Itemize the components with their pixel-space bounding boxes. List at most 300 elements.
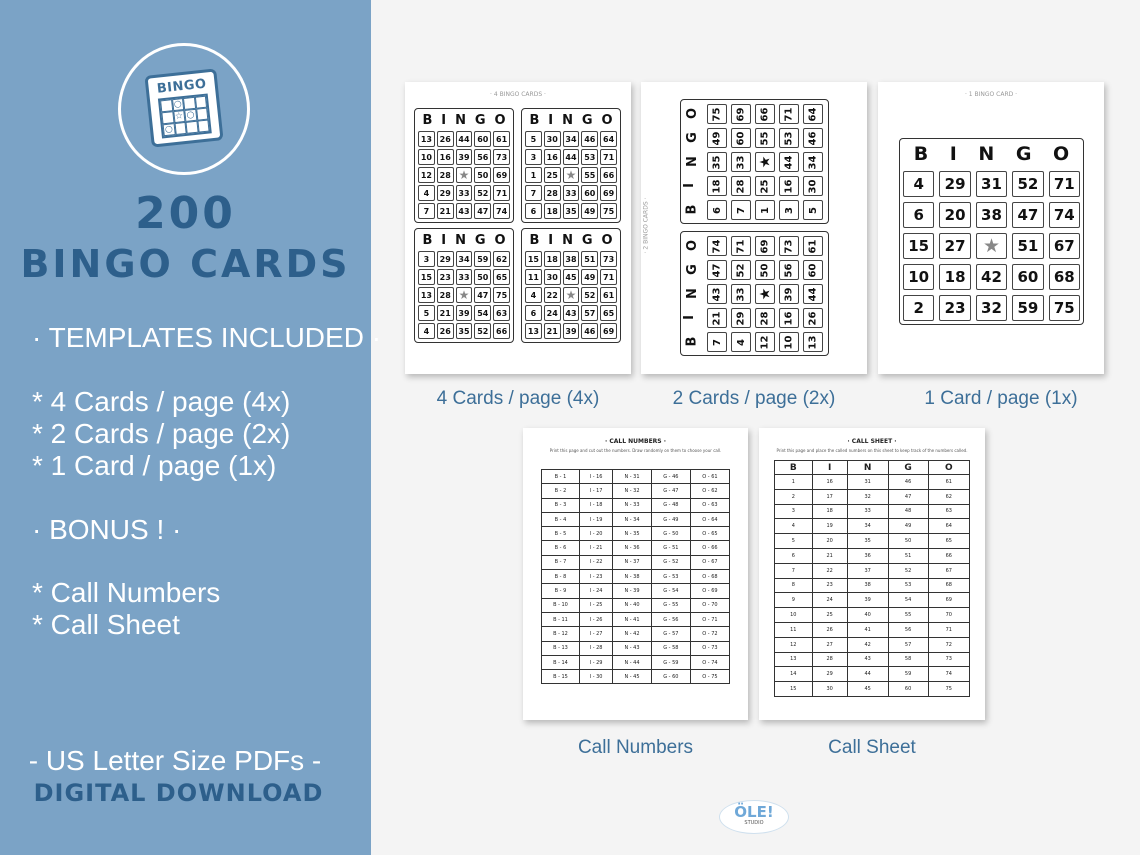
table-row [542, 641, 730, 655]
bingo-number: 74 [493, 203, 510, 219]
bingo-number: 51 [1012, 233, 1043, 259]
header-letter: I [441, 233, 447, 248]
header-letter: I [949, 143, 957, 165]
bingo-number: 69 [600, 185, 617, 201]
call-sheet-cell: 14 [775, 667, 813, 682]
call-sheet-cell: 61 [928, 475, 969, 490]
column-header: N [847, 461, 888, 475]
header-letter: I [441, 113, 447, 128]
call-sheet-cell: 23 [812, 578, 847, 593]
bingo-number: 33 [456, 185, 473, 201]
page-side-label: · 2 BINGO CARDS · [642, 197, 650, 254]
bingo-number: 30 [544, 269, 561, 285]
bingo-number: 69 [600, 323, 617, 339]
bingo-number [731, 236, 751, 256]
bingo-number [803, 128, 823, 148]
call-number-cell: B - 12 [542, 627, 580, 641]
bingo-number [731, 104, 751, 124]
bingo-number: 52 [474, 323, 491, 339]
call-sheet-cell: 18 [812, 504, 847, 519]
bingo-number: 73 [493, 149, 510, 165]
header-letter: B [529, 233, 540, 248]
call-sheet-cell: 62 [928, 489, 969, 504]
header-letter [684, 202, 700, 217]
footer-size-note: - US Letter Size PDFs - [28, 745, 322, 776]
bingo-number [803, 200, 823, 220]
call-sheet-table [774, 460, 970, 697]
call-sheet-cell: 19 [812, 519, 847, 534]
bingo-number: 66 [600, 167, 617, 183]
bingo-number [707, 152, 727, 172]
bingo-number: 16 [437, 149, 454, 165]
bingo-number-text: 56 [783, 263, 795, 277]
bingo-number-text: 71 [735, 239, 747, 253]
bingo-number: 59 [474, 251, 491, 267]
bingo-number [731, 308, 751, 328]
header-letter: O [601, 113, 613, 128]
caption-call-numbers: Call Numbers [577, 737, 694, 758]
bingo-number-text: 1 [759, 206, 771, 214]
bingo-number [755, 104, 775, 124]
table-row [542, 598, 730, 612]
call-sheet-cell: 56 [888, 622, 928, 637]
call-sheet-cell: 53 [888, 578, 928, 593]
bingo-number: 54 [474, 305, 491, 321]
bingo-number [731, 284, 751, 304]
bingo-number [755, 128, 775, 148]
call-sheet-cell: 43 [847, 652, 888, 667]
brand-sub: STUDIO [744, 820, 764, 826]
headline-number: 200 [135, 188, 236, 239]
call-number-cell: I - 30 [579, 670, 612, 684]
call-number-cell: I - 29 [579, 655, 612, 669]
call-number-cell: O - 66 [690, 541, 729, 555]
call-sheet-cell: 65 [928, 534, 969, 549]
call-number-cell: O - 65 [690, 527, 729, 541]
call-sheet-cell: 47 [888, 489, 928, 504]
bingo-number-text: ★ [757, 155, 773, 169]
header-letter: G [581, 113, 593, 128]
bingo-number-text: 12 [759, 335, 771, 349]
bingo-number-text: 18 [711, 179, 723, 193]
bingo-number: 63 [493, 305, 510, 321]
bingo-number-text: 44 [807, 287, 819, 301]
bingo-number [731, 200, 751, 220]
free-star-icon [755, 284, 775, 304]
header-letter: G [1015, 143, 1032, 165]
bingo-number: 49 [581, 269, 598, 285]
table-row [542, 612, 730, 626]
bingo-number-text: 43 [711, 287, 723, 301]
header-letter [684, 262, 700, 277]
header-letter: O [494, 233, 506, 248]
bingo-number-text: 7 [735, 206, 747, 214]
call-sheet-cell: 16 [812, 475, 847, 490]
bonus-item: * Call Sheet [32, 609, 180, 640]
table-row [775, 534, 970, 549]
bingo-number: 18 [544, 203, 561, 219]
bingo-number: 47 [474, 287, 491, 303]
bingo-number: 67 [1049, 233, 1080, 259]
table-row [775, 519, 970, 534]
bingo-number-text: 4 [735, 338, 747, 346]
bingo-card-header [418, 113, 510, 128]
call-sheet-cell: 22 [812, 563, 847, 578]
template-item: * 1 Card / page (1x) [32, 450, 277, 481]
bingo-number: 71 [1049, 171, 1080, 197]
call-sheet-cell: 20 [812, 534, 847, 549]
call-number-cell: B - 7 [542, 555, 580, 569]
call-sheet-cell: 57 [888, 637, 928, 652]
caption-two-cards: 2 Cards / page (2x) [672, 388, 836, 409]
page-subtitle: Print this page and place the called numbers on this sheet to keep track of the numbers called. [776, 448, 968, 453]
bingo-number: 60 [1012, 264, 1043, 290]
call-number-cell: G - 49 [651, 512, 690, 526]
bingo-number-text: 75 [711, 107, 723, 121]
bingo-number-text: 34 [807, 155, 819, 169]
bingo-number: 75 [1049, 295, 1080, 321]
bingo-number: 65 [493, 269, 510, 285]
bingo-number-text: 3 [783, 206, 795, 214]
table-row [775, 563, 970, 578]
call-number-cell: O - 74 [690, 655, 729, 669]
bingo-number: 15 [903, 233, 934, 259]
call-number-cell: N - 34 [613, 512, 652, 526]
bingo-number: 4 [903, 171, 934, 197]
header-letter: B [913, 143, 929, 165]
call-number-cell: N - 39 [613, 584, 652, 598]
call-sheet-cell: 71 [928, 622, 969, 637]
call-sheet-cell: 8 [775, 578, 813, 593]
call-number-cell: B - 6 [542, 541, 580, 555]
bingo-number: 71 [493, 185, 510, 201]
call-sheet-cell: 2 [775, 489, 813, 504]
bingo-number: 35 [563, 203, 580, 219]
call-sheet-cell: 17 [812, 489, 847, 504]
call-numbers-preview [523, 428, 748, 720]
bingo-number-text: 44 [783, 155, 795, 169]
call-number-cell: B - 9 [542, 584, 580, 598]
call-number-cell: B - 3 [542, 498, 580, 512]
bingo-number: 12 [418, 167, 435, 183]
call-sheet-cell: 73 [928, 652, 969, 667]
table-row [542, 655, 730, 669]
bingo-number: 52 [474, 185, 491, 201]
ole-studio-logo [719, 800, 789, 834]
header-letter [684, 154, 700, 169]
bingo-number [803, 152, 823, 172]
bingo-number [707, 200, 727, 220]
header-letter: O [601, 233, 613, 248]
bingo-number: 47 [474, 203, 491, 219]
free-star-icon: ★ [563, 287, 580, 303]
table-header-row [775, 461, 970, 475]
bingo-number [779, 176, 799, 196]
bingo-number: 27 [939, 233, 970, 259]
bingo-number [731, 260, 751, 280]
call-number-cell: I - 28 [579, 641, 612, 655]
call-number-cell: G - 53 [651, 570, 690, 584]
bingo-number: 21 [544, 323, 561, 339]
two-cards-preview [641, 82, 867, 374]
bingo-number: 15 [418, 269, 435, 285]
bingo-number [755, 176, 775, 196]
call-sheet-cell: 74 [928, 667, 969, 682]
table-row [775, 504, 970, 519]
bingo-number: 75 [493, 287, 510, 303]
call-number-cell: B - 10 [542, 598, 580, 612]
call-sheet-cell: 60 [888, 682, 928, 697]
bingo-number: 43 [456, 203, 473, 219]
bingo-number: 26 [437, 131, 454, 147]
header-letter [685, 106, 701, 121]
bingo-number-text: 55 [759, 131, 771, 145]
header-letter: O [1053, 143, 1070, 165]
call-number-cell: O - 64 [690, 512, 729, 526]
bingo-number-text: 30 [807, 179, 819, 193]
header-letter: O [494, 113, 506, 128]
bingo-number: 4 [525, 287, 542, 303]
page-title: · CALL SHEET · [847, 438, 897, 445]
bonus-heading: · BONUS ! · [32, 514, 182, 545]
table-row [775, 548, 970, 563]
bingo-number [755, 236, 775, 256]
bingo-number-text: 50 [759, 263, 771, 277]
bingo-card-grid [903, 171, 1080, 321]
bonus-item: * Call Numbers [32, 577, 221, 608]
bingo-number: 44 [563, 149, 580, 165]
table-row [542, 498, 730, 512]
bingo-card-header [525, 113, 617, 128]
bingo-number: 38 [976, 202, 1007, 228]
bingo-number [803, 260, 823, 280]
one-card-preview [878, 82, 1104, 374]
header-letter-text: B [684, 204, 700, 215]
call-sheet-cell: 55 [888, 608, 928, 623]
bingo-card-header [525, 233, 617, 248]
table-row [775, 593, 970, 608]
bingo-number-text: 66 [759, 107, 771, 121]
column-header: I [812, 461, 847, 475]
bingo-card-rotated [680, 231, 829, 356]
bingo-number: 39 [456, 149, 473, 165]
call-number-cell: N - 43 [613, 641, 652, 655]
call-number-cell: N - 36 [613, 541, 652, 555]
logo-text: BINGO [156, 76, 208, 97]
bingo-number: 69 [493, 167, 510, 183]
bingo-number-text: 7 [711, 338, 723, 346]
table-row [542, 584, 730, 598]
template-item: * 4 Cards / page (4x) [32, 386, 291, 417]
call-sheet-cell: 3 [775, 504, 813, 519]
bingo-number: 28 [437, 167, 454, 183]
bingo-number [707, 128, 727, 148]
call-number-cell: I - 25 [579, 598, 612, 612]
table-row [775, 637, 970, 652]
bingo-card-header [903, 143, 1080, 165]
bingo-number: 65 [600, 305, 617, 321]
call-number-cell: O - 71 [690, 612, 729, 626]
call-number-cell: N - 44 [613, 655, 652, 669]
bingo-number [779, 284, 799, 304]
table-row [775, 578, 970, 593]
bingo-number-text: 26 [807, 311, 819, 325]
call-number-cell: I - 16 [579, 470, 612, 484]
call-number-cell: O - 69 [690, 584, 729, 598]
free-star-icon: ★ [456, 167, 473, 183]
free-star-icon: ★ [456, 287, 473, 303]
bingo-number [803, 308, 823, 328]
call-sheet-cell: 45 [847, 682, 888, 697]
call-sheet-cell: 6 [775, 548, 813, 563]
call-number-cell: G - 59 [651, 655, 690, 669]
header-letter-text: N [684, 156, 700, 167]
bingo-number [779, 200, 799, 220]
call-number-cell: B - 13 [542, 641, 580, 655]
bingo-number-text: ★ [757, 287, 773, 301]
bingo-number: 57 [581, 305, 598, 321]
call-sheet-cell: 59 [888, 667, 928, 682]
call-number-cell: O - 62 [690, 484, 729, 498]
call-number-cell: B - 11 [542, 612, 580, 626]
bingo-number: 3 [418, 251, 435, 267]
call-number-cell: G - 46 [651, 470, 690, 484]
call-number-cell: G - 56 [651, 612, 690, 626]
call-number-cell: N - 40 [613, 598, 652, 612]
bingo-number [731, 332, 751, 352]
bingo-number [779, 260, 799, 280]
bingo-number [779, 236, 799, 256]
call-number-cell: I - 26 [579, 612, 612, 626]
free-star-icon: ★ [563, 167, 580, 183]
call-number-cell: G - 50 [651, 527, 690, 541]
brand-name: ÖLE! [734, 803, 774, 821]
header-letter [684, 130, 700, 145]
table-row [775, 475, 970, 490]
call-number-cell: B - 8 [542, 570, 580, 584]
header-letter: G [474, 233, 486, 248]
bingo-number [779, 152, 799, 172]
call-number-cell: G - 55 [651, 598, 690, 612]
call-sheet-cell: 32 [847, 489, 888, 504]
caption-call-sheet: Call Sheet [828, 737, 916, 758]
call-sheet-cell: 75 [928, 682, 969, 697]
bingo-number: 6 [525, 305, 542, 321]
header-letter: N [978, 143, 995, 165]
bingo-number [803, 236, 823, 256]
bingo-number-text: 16 [783, 311, 795, 325]
call-sheet-cell: 12 [775, 637, 813, 652]
bingo-number: 1 [525, 167, 542, 183]
call-number-cell: G - 48 [651, 498, 690, 512]
bingo-number: 34 [456, 251, 473, 267]
bingo-number: 11 [525, 269, 542, 285]
bingo-number: 16 [544, 149, 561, 165]
left-panel [0, 0, 382, 855]
call-number-cell: B - 4 [542, 512, 580, 526]
table-row [542, 570, 730, 584]
bingo-number: 23 [437, 269, 454, 285]
bingo-number-text: 74 [711, 239, 723, 253]
table-row [775, 608, 970, 623]
bingo-number-text: 49 [711, 131, 723, 145]
bingo-number: 21 [437, 203, 454, 219]
bingo-number [755, 260, 775, 280]
call-number-cell: B - 2 [542, 484, 580, 498]
call-sheet-cell: 10 [775, 608, 813, 623]
call-sheet-cell: 68 [928, 578, 969, 593]
header-letter: B [529, 113, 540, 128]
bingo-number [707, 260, 727, 280]
call-sheet-cell: 48 [888, 504, 928, 519]
bingo-number-text: 69 [759, 239, 771, 253]
bingo-number: 56 [474, 149, 491, 165]
table-row [542, 484, 730, 498]
bingo-card [414, 108, 514, 223]
call-number-cell: N - 33 [613, 498, 652, 512]
call-sheet-cell: 69 [928, 593, 969, 608]
call-sheet-cell: 24 [812, 593, 847, 608]
header-letter-text: G [684, 132, 700, 143]
call-sheet-cell: 64 [928, 519, 969, 534]
header-letter: B [422, 113, 433, 128]
call-number-cell: N - 42 [613, 627, 652, 641]
bingo-number: 47 [1012, 202, 1043, 228]
call-number-cell: N - 41 [613, 612, 652, 626]
bingo-card-icon [144, 68, 223, 147]
bingo-number: 10 [903, 264, 934, 290]
bingo-number [755, 200, 775, 220]
table-row [775, 667, 970, 682]
bingo-number-text: 33 [735, 287, 747, 301]
bingo-number-text: 69 [735, 107, 747, 121]
header-letter [681, 310, 697, 325]
table-row [775, 682, 970, 697]
bingo-number: 24 [544, 305, 561, 321]
bingo-number: 68 [1049, 264, 1080, 290]
bingo-number [803, 332, 823, 352]
call-sheet-cell: 28 [812, 652, 847, 667]
bingo-number [803, 176, 823, 196]
call-sheet-cell: 25 [812, 608, 847, 623]
bingo-card [521, 228, 621, 343]
bingo-number: 29 [437, 185, 454, 201]
call-sheet-cell: 5 [775, 534, 813, 549]
call-number-cell: I - 17 [579, 484, 612, 498]
bingo-number: 21 [437, 305, 454, 321]
table-row [542, 555, 730, 569]
call-sheet-cell: 29 [812, 667, 847, 682]
bingo-number: 46 [581, 323, 598, 339]
bingo-number: 38 [563, 251, 580, 267]
bingo-number [779, 128, 799, 148]
bingo-card [899, 138, 1084, 325]
page-subtitle: Print this page and cut out the numbers. Draw randomly on them to choose your call. [549, 448, 722, 453]
headline-title: BINGO CARDS [20, 242, 351, 286]
bingo-number: 39 [563, 323, 580, 339]
bingo-number: 73 [600, 251, 617, 267]
bingo-number: 74 [1049, 202, 1080, 228]
call-sheet-cell: 67 [928, 563, 969, 578]
bingo-number-text: 5 [807, 206, 819, 214]
bingo-number: 28 [544, 185, 561, 201]
bingo-number: 55 [581, 167, 598, 183]
call-number-cell: I - 23 [579, 570, 612, 584]
bingo-number [731, 176, 751, 196]
call-number-cell: O - 72 [690, 627, 729, 641]
call-sheet-cell: 35 [847, 534, 888, 549]
call-sheet-cell: 58 [888, 652, 928, 667]
